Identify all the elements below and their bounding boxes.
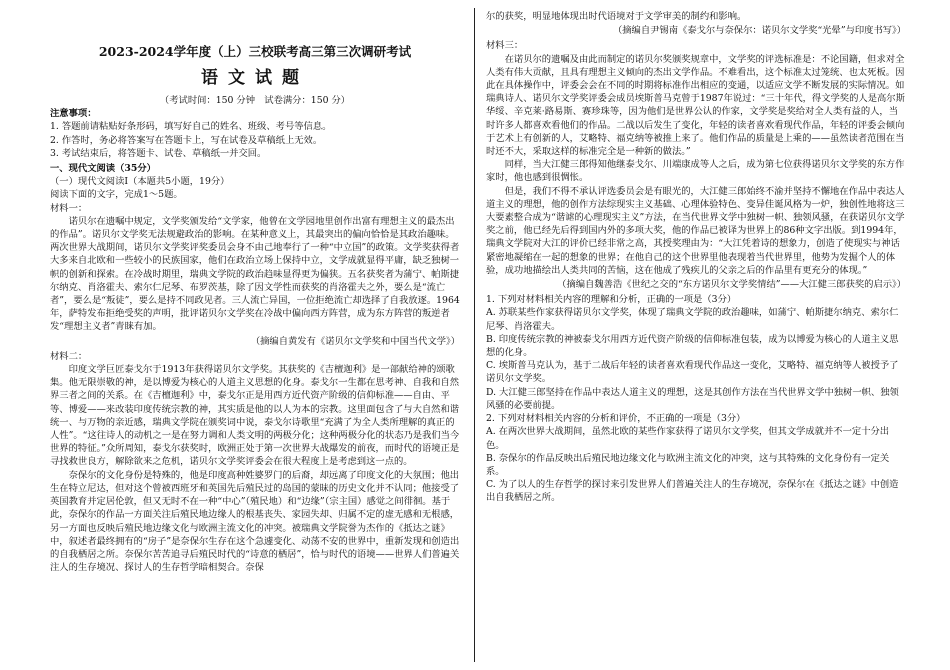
- question-2-option-c: C. 为了以人的生存哲学的探讨来引发世界人们普遍关注人的生存境况，奈保尔在《抵达之谜》中创造出自我栖居之所。: [486, 479, 899, 504]
- material-2-source: （摘编自尹锡南《泰戈尔与奈保尔：诺贝尔文学奖“光晕”与印度书写》）: [612, 25, 906, 37]
- note-item: 2. 作答时，务必将答案写在答题卡上，写在试卷及草稿纸上无效。: [50, 134, 323, 146]
- note-item: 3. 考试结束后，将答题卡、试卷、草稿纸一并交回。: [50, 147, 267, 159]
- material-1-source: （摘编自黄发有《诺贝尔文学奖和中国当代文学》）: [250, 335, 460, 347]
- subject-title: 语文试题: [201, 68, 309, 88]
- question-1-option-a: A. 苏联某些作家获得诺贝尔文学奖，体现了瑞典文学院的政治趣味，如蒲宁、帕斯捷尔纳克、索尔仁尼琴、肖洛霍夫。: [486, 307, 899, 332]
- left-column: [50, 10, 460, 574]
- material-2-paragraph: 奈保尔的文化身份是特殊的，他是印度高种姓婆罗门的后裔，却远离了印度文化的大氛围；他出生在特立尼达，但对这个曾被西班牙和英国先后殖民过的岛国的蒙昧的历史文化并不认同；他接受了英国教育并定居伦敦，但又无时不在一种“中心”（殖民地）和“边缘”（宗主国）感觉之间徘徊。基于此，奈保尔的作品一方面关注后殖民地边缘人的根基丧失、家园失却、归属不定的虚无感和无根感，另一方面也反映后殖民地边缘文化与欧洲主流文化的冲突。被瑞典文学院誉为杰作的《抵达之谜》中，叙述者最终拥有的“房子”是奈保尔生存在这个急遽变化、动荡不安的世界中，重新发现和创造出的自我栖居之所。奈保尔苦苦追寻后殖民时代的“诗意的栖居”，恰与时代的语境——世界人们普遍关注人的生存境况、探讨人的生存哲学暗相契合。奈保: [50, 469, 460, 574]
- question-2-stem: 2. 下列对材料相关内容的分析和评价，不正确的一项是（3分）: [486, 413, 746, 425]
- question-1-option-b: B. 印度传统宗教的神被泰戈尔用西方近代资产阶级的信仰标准包装，成为以博爱为核心的人道主义思想的化身。: [486, 333, 899, 359]
- material-2-label: 材料二：: [50, 350, 88, 362]
- exam-title: 2023-2024学年度（上）三校联考高三第三次调研考试: [98, 44, 412, 59]
- question-1-stem: 1. 下列对材料相关内容的理解和分析，正确的一项是（3分）: [486, 294, 737, 306]
- right-column: [486, 10, 906, 505]
- reading-instruction: 阅读下面的文字，完成1～5题。: [50, 189, 183, 201]
- question-1-option-c: C. 埃斯普马克认为，基于二战后年轻的读者喜欢看现代作品这一变化，艾略特、福克纳等人被授予了诺贝尔文学奖。: [486, 360, 899, 385]
- question-2-option-a: A. 在两次世界大战期间，虽然北欧的某些作家获得了诺贝尔文学奖，但其文学成就并不一定十分出色。: [486, 426, 890, 451]
- material-3-paragraph: 同样，当大江健三郎得知他继泰戈尔、川端康成等人之后，成为第七位获得诺贝尔文学奖的东方作家时，他也感到很惆怅。: [486, 159, 905, 184]
- question-2-option-b: B. 奈保尔的作品反映出后殖民地边缘文化与欧洲主流文化的冲突，这与其特殊的文化身份有一定关系。: [486, 452, 890, 477]
- subsection-heading: （一）现代文阅读Ⅰ（本题共5小题，19分）: [50, 176, 230, 188]
- note-item: 1. 答题前请粘贴好条形码，填写好自己的姓名、班级、考号等信息。: [50, 121, 332, 133]
- material-3-paragraph: 但是，我们不得不承认评选委员会是有眼光的，大江健三郎始终不渝并坚持不懈地在作品中表达人道主义的理想，他的创作方法综现实主义基础、心理体验特色、变异佳诞风格为一炉，独创性地将这三大要素整合成为“谐谑的心理现实主义”方法，在当代世界文学中独树一帜、独领风骚，在获诺贝尔文学奖之前，他已经先后得到国内外的多项大奖，他的作品已被译为世界上的86种文字出版。到1994年，瑞典文学院对大江的评价已经非常之高，其授奖理由为：“大江凭着诗的想象力，创造了使现实与神话紧密地凝缩在一起的想象的世界；在他自己的这个世界里他表现着当代世界里，他势为发掘个人的体验，成功地描绘出人类共同的苦恼，这在他成了残疾儿的父亲之后的作品里有更充分的体现。”: [486, 185, 905, 276]
- material-3-label: 材料三：: [486, 40, 524, 52]
- column-divider: [474, 8, 475, 662]
- material-3-source: （摘编自魏善浩《世纪之交的“东方诺贝尔文学奖情结”——大江健三郎获奖的启示》）: [557, 279, 906, 291]
- material-2-continued: 尔的获奖，明显地体现出时代语境对于文学审美的制约和影响。: [486, 11, 747, 22]
- question-1-option-d: D. 大江健三郎坚持在作品中表达人道主义的理想，这是其创作方法在当代世界文学中独树一帜、独领风骚的必要前提。: [486, 386, 899, 411]
- notes-title: 注意事项：: [50, 108, 97, 120]
- exam-info: （考试时间：150 分钟 试卷满分：150 分）: [159, 95, 351, 106]
- section-heading: 一、现代文阅读（35分）: [50, 163, 156, 175]
- material-3-paragraph: 在诺贝尔的遗嘱及由此而制定的诺贝尔奖颁奖规章中，文学奖的评选标准是：不论国籍，但求对全人类有伟大贡献，且具有理想主义倾向的杰出文学作品。不难看出，这个标准太过笼统、也太死板。因此在具体操作中，评委会会在不同的时期将标准作出相应的变通，以适应文学不断发展的实际情况。如瑞典诗人、诺贝尔文学奖评委会成员埃斯普马克曾于1987年说过：“三十年代，得文学奖的人是高尔斯华绥、辛克莱·路易斯、赛珍珠等，因为他们是世界公认的作家，文学奖是奖给对全人类有益的人，当时许多人都喜欢看他们的作品。二战以后发生了变化，年轻的读者喜欢看现代作品，年轻的评委会倾向于艺术上有创新的人，艾略特、福克纳等被推上来了。他们作品的质量是上乘的——虽然读者范围在当时还不大，采取这样的标准完全是一种新的做法。”: [486, 53, 905, 158]
- material-1-label: 材料一：: [50, 202, 88, 214]
- material-2-paragraph: 印度文学巨匠泰戈尔于1913年获得诺贝尔文学奖。其获奖的《吉檀迦利》是一部献给神的颂歌集。他无限崇敬的神，是以博爱为核心的人道主义思想的化身。泰戈尔一生都在思考神、自我和自然界三者之间的关系。在《吉檀迦利》中，泰戈尔正是用西方近代资产阶级的信仰标准——自由、平等、博爱——来改装印度传统宗教的神，其实质是他的以人为本的宗教。这里面包含了与大自然和谐统一、与万物的亲近感，瑞典文学院在颁奖词中说，泰戈尔诗歌里“充满了为全人类所理解的真正的人性”。“这往诗人的动机之一是在努力调和人类文明的两极分化；这种两极分化的状态乃是我们当今世界的特征。”众所周知，泰戈尔获奖时，欧洲正处于第一次世界大战爆发的前夜，而时代的语境正是寻找救世良方，解除欲来之危机，诺贝尔文学奖评委会在很大程度上是考虑到这一点的。: [50, 364, 460, 468]
- material-1-text: 诺贝尔在遗嘱中规定，文学奖颁发给“文学家，他曾在文学园地里创作出富有理想主义的最杰出的作品”。诺贝尔文学奖无法规避政治的影响。在某种意义上，其最突出的偏向恰恰是其政治趣味。两次世界大战期间，诺贝尔文学奖评奖委员会身不由己地奉行了一种“中立国”的政策。文学奖获得者大多来自北欧和一些较小的民族国家，他们在政治立场上保持中立，文学成就显得平庸，缺乏独树一帜的创新和探索。在冷战时期里，瑞典文学院的政治趋味显得更为偏狭。五名获奖者为蒲宁、帕斯捷尔纳克、肖洛霍夫、索尔仁尼琴、布罗茨基，除了因文学性而获奖的肖洛霍夫之外，要么是“流亡者”，要么是“叛徒”，要么是持不同政见者。三人流亡异国，一位拒绝流亡却选择了自我放逐。1964年，萨特发布拒绝受奖的声明，批评诺贝尔文学奖在冷战中偏向西方阵营，成为东方阵营的叛逆者发“理想主义者”青睐有加。: [50, 215, 460, 333]
